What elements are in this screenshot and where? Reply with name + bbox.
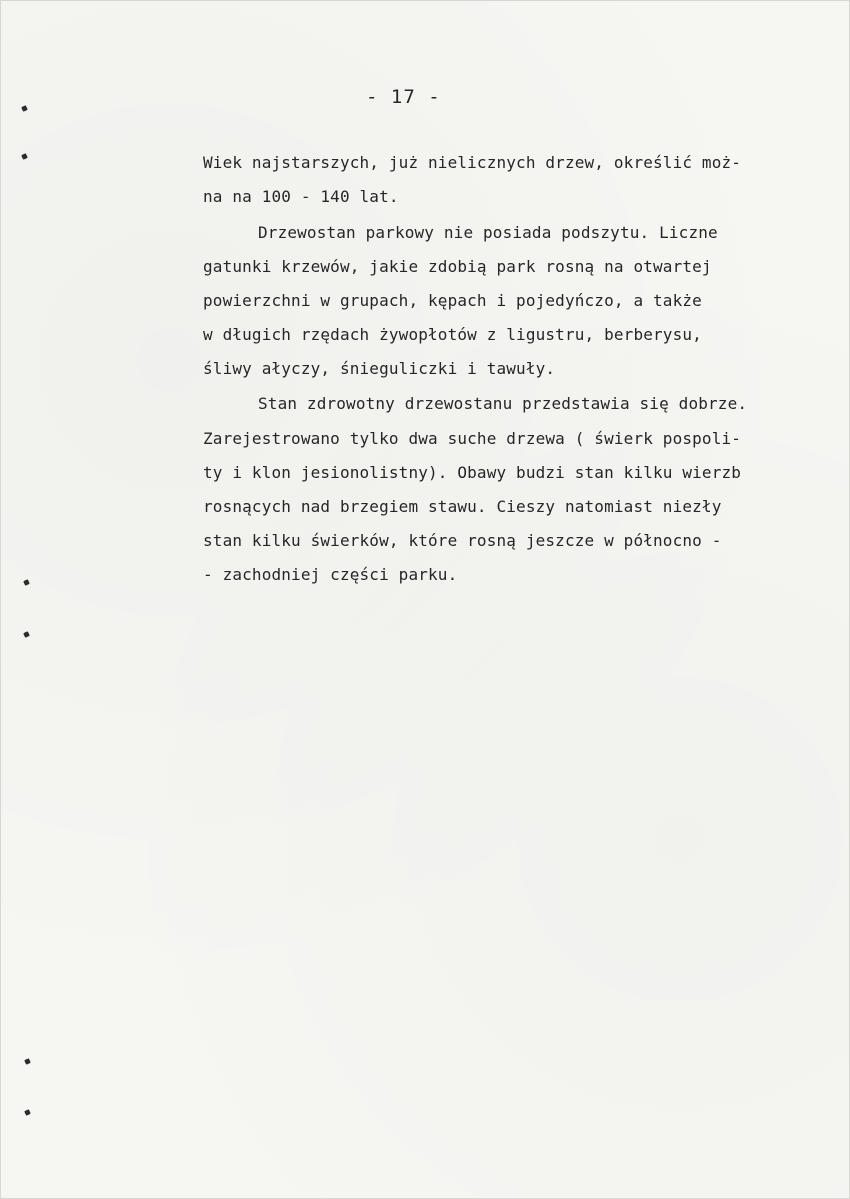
text-line-5: powierzchni w grupach, kępach i pojedyńczo, a także bbox=[203, 291, 702, 310]
text-line-6: w długich rzędach żywopłotów z ligustru, berberysu, bbox=[203, 325, 702, 344]
text-line-4: gatunki krzewów, jakie zdobią park rosną na otwartej bbox=[203, 257, 712, 276]
text-line-2: na na 100 - 140 lat. bbox=[203, 187, 399, 206]
text-line-10: ty i klon jesionolistny). Obawy budzi stan kilku wierzb bbox=[203, 463, 742, 482]
page-number: - 17 - bbox=[366, 86, 441, 108]
text-line-12: stan kilku świerków, które rosną jeszcze w północno - bbox=[203, 531, 722, 550]
text-line-13: - zachodniej części parku. bbox=[203, 565, 458, 584]
text-line-9: Zarejestrowano tylko dwa suche drzewa ( świerk pospoli- bbox=[203, 429, 742, 448]
punch-mark bbox=[24, 1058, 31, 1065]
punch-mark bbox=[23, 579, 30, 586]
punch-mark bbox=[21, 153, 28, 160]
text-line-11: rosnących nad brzegiem stawu. Cieszy natomiast niezły bbox=[203, 497, 722, 516]
text-line-1: Wiek najstarszych, już nielicznych drzew, określić moż- bbox=[203, 153, 742, 172]
text-line-8: Stan zdrowotny drzewostanu przedstawia się dobrze. bbox=[258, 394, 748, 413]
punch-mark bbox=[24, 1109, 31, 1116]
text-line-3: Drzewostan parkowy nie posiada podszytu. Liczne bbox=[258, 223, 718, 242]
punch-mark bbox=[21, 105, 28, 112]
text-line-7: śliwy ałyczy, śnieguliczki i tawuły. bbox=[203, 359, 556, 378]
punch-mark bbox=[23, 631, 30, 638]
